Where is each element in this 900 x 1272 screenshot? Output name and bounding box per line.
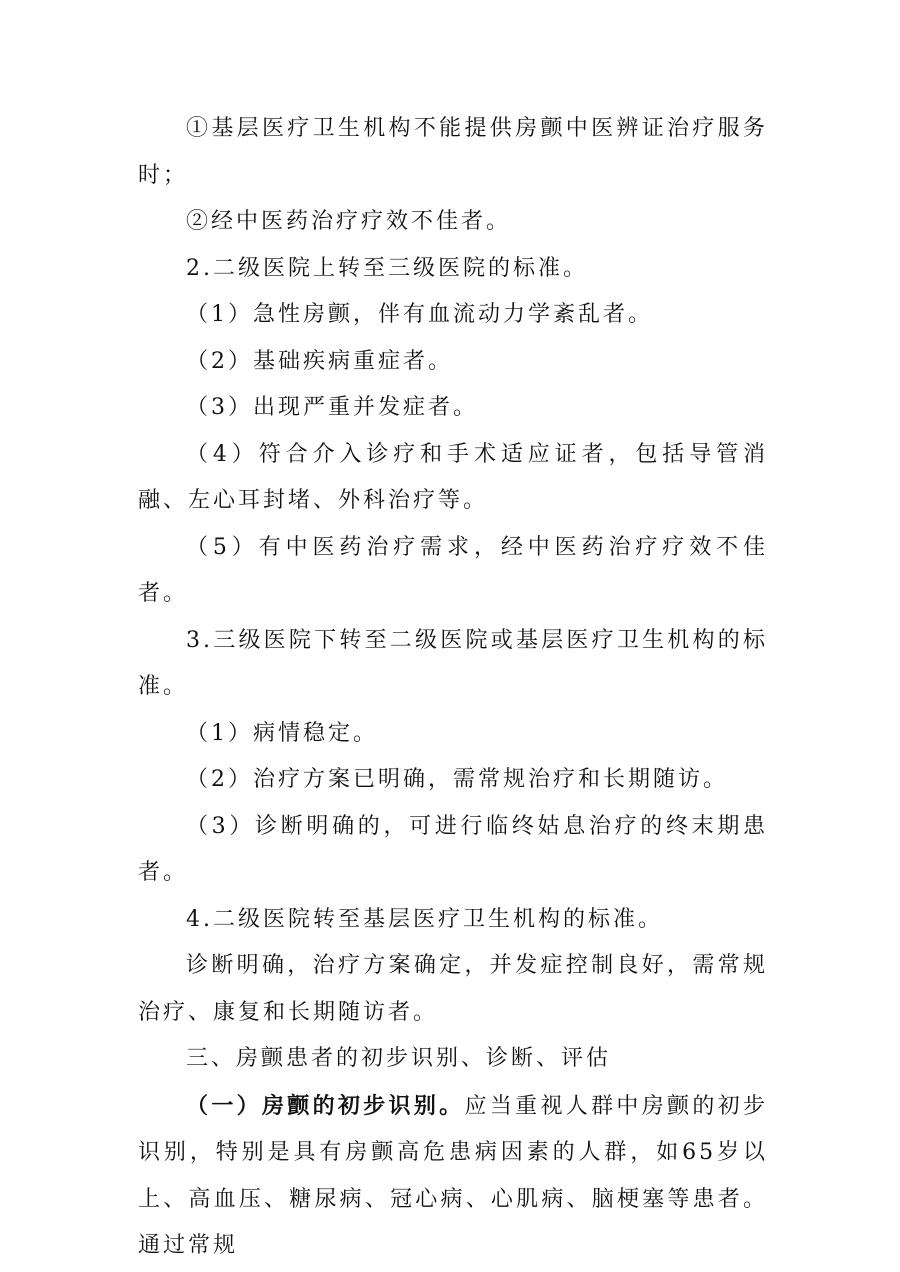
- paragraph-item-2: （2）基础疾病重症者。: [186, 348, 453, 374]
- paragraph-referral-condition-1: ①基层医疗卫生机构不能提供房颤中医辨证治疗服务时；: [138, 116, 768, 188]
- paragraph-section-4-body: 诊断明确，治疗方案确定，并发症控制良好，需常规治疗、康复和长期随访者。: [138, 953, 768, 1025]
- paragraph-item-4: （4）符合介入诊疗和手术适应证者，包括导管消融、左心耳封堵、外科治疗等。: [138, 441, 768, 513]
- paragraph-downward-item-3: （3）诊断明确的，可进行临终姑息治疗的终末期患者。: [138, 813, 768, 885]
- initial-identification-body: 应当重视人群中房颤的初步识别，特别是具有房颤高危患病因素的人群，如65岁以上、高血压、糖尿病、冠心病、心肌病、脑梗塞等患者。通过常规: [138, 1093, 768, 1258]
- paragraph-item-1: （1）急性房颤，伴有血流动力学紊乱者。: [186, 302, 653, 327]
- paragraph-referral-condition-2: ②经中医药治疗疗效不佳者。: [186, 209, 512, 234]
- chapter-three-heading: 三、房颤患者的初步识别、诊断、评估: [186, 1046, 612, 1071]
- paragraph-section-3-heading: 3.三级医院下转至二级医院或基层医疗卫生机构的标准。: [138, 627, 768, 699]
- document-body: [138, 106, 768, 1270]
- paragraph-downward-item-2: （2）治疗方案已明确，需常规治疗和长期随访。: [186, 767, 728, 792]
- paragraph-initial-identification: [138, 1083, 768, 1270]
- paragraph-item-5: （5）有中医药治疗需求，经中医药治疗疗效不佳者。: [138, 534, 768, 606]
- paragraph-section-2-heading: 2.二级医院上转至三级医院的标准。: [186, 255, 588, 281]
- paragraph-downward-item-1: （1）病情稳定。: [186, 720, 378, 746]
- paragraph-item-3: （3）出现严重并发症者。: [186, 395, 478, 420]
- initial-identification-lead: （一）房颤的初步识别。: [186, 1092, 465, 1119]
- paragraph-section-4-heading: 4.二级医院转至基层医疗卫生机构的标准。: [186, 906, 663, 932]
